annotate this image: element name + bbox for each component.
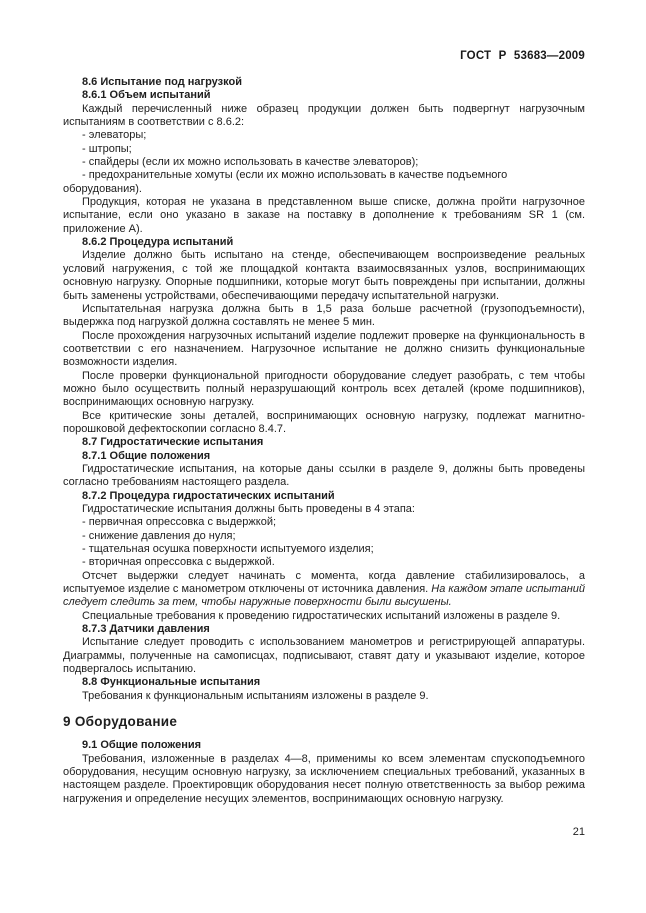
subsection-heading: 8.7.1 Общие положения xyxy=(82,449,211,462)
section-heading: 9 Оборудование xyxy=(63,714,178,730)
subsection-heading: 8.7.2 Процедура гидростатических испытаний xyxy=(82,489,335,502)
paragraph: Испытание следует проводить с использованием манометров и регистрирующей аппаратуры. Диаграммы, полученные на самописцах, подписывают, ставят дату и указывают изделие, которое подвергалось испытанию. xyxy=(63,636,585,676)
subsection-heading: 8.6.1 Объем испытаний xyxy=(82,89,211,102)
paragraph: Каждый перечисленный ниже образец продукции должен быть подвергнут нагрузочным испытаниям в соответствии с 8.6.2: xyxy=(63,102,585,129)
list-item: - вторичная опрессовка с выдержкой. xyxy=(82,556,275,569)
paragraph: Специальные требования к проведению гидростатических испытаний изложены в разделе 9. xyxy=(82,609,561,622)
subsection-heading: 8.8 Функциональные испытания xyxy=(82,676,261,689)
page-number: 21 xyxy=(572,826,585,838)
doc-number-header: ГОСТ Р 53683—2009 xyxy=(460,50,585,62)
subsection-heading: 8.6 Испытание под нагрузкой xyxy=(82,76,242,88)
paragraph: Продукция, которая не указана в представленном выше списке, должна пройти нагрузочное испытание, если оно указано в заказе на поставку в дополнение к требованиям SR 1 (см. приложение А). xyxy=(63,196,585,235)
paragraph-italic-segment: На каждом этапе испытаний следует следить за тем, чтобы наружные поверхности были высушены. xyxy=(63,583,585,609)
subsection-heading: 9.1 Общие положения xyxy=(82,739,202,752)
paragraph: Требования, изложенные в разделах 4—8, применимы ко всем элементам спускоподъемного оборудования, несущим основную нагрузку, за исключением специальных требований, указанных в настоящем разделе. Проектировщик оборудования несет полную ответственность за выбор режима нагружения и определение несущих элементов, воспринимающих основную нагрузку. xyxy=(63,752,585,805)
paragraph: Изделие должно быть испытано на стенде, обеспечивающем воспроизведение реальных условий нагружения, с той же площадкой контакта взаимосвязанных узлов, воспринимающих основную нагрузку. Опорные подшипники, которые могут быть повреждены при испытании, должны быть заменены устройствами, обеспечивающими передачу испытательной нагрузки. xyxy=(63,249,585,302)
list-item: - штропы; xyxy=(82,142,132,155)
paragraph xyxy=(63,570,585,610)
paragraph-segment: Отсчет выдержки следует начинать с момента, когда давление стабилизировалось, а испытуемое изделие с манометром отключены от источника давления. xyxy=(63,569,585,596)
document-body xyxy=(63,76,585,806)
subsection-heading: 8.7.3 Датчики давления xyxy=(82,623,210,636)
subsection-heading: 8.6.2 Процедура испытаний xyxy=(82,236,234,249)
list-item: - снижение давления до нуля; xyxy=(82,529,236,542)
paragraph: После проверки функциональной пригодности оборудование следует разобрать, с тем чтобы можно было осуществить полный неразрушающий контроль всех деталей (кроме подшипников), воспринимающих основную нагрузку. xyxy=(63,369,585,409)
paragraph: Гидростатические испытания должны быть проведены в 4 этапа: xyxy=(82,503,415,515)
paragraph: Испытательная нагрузка должна быть в 1,5 раза больше расчетной (грузоподъемности), выдержка под нагрузкой должна составлять не менее 5 мин. xyxy=(63,302,585,329)
paragraph: Требования к функциональным испытаниям изложены в разделе 9. xyxy=(82,689,429,702)
paragraph: После прохождения нагрузочных испытаний изделие подлежит проверке на функциональность в соответствии с его назначением. Нагрузочное испытание не должно снизить функциональные возможности изделия. xyxy=(63,329,585,369)
list-item: - первичная опрессовка с выдержкой; xyxy=(82,516,277,529)
list-item: - элеваторы; xyxy=(82,129,147,142)
list-item: - тщательная осушка поверхности испытуемого изделия; xyxy=(82,543,374,556)
list-item: - предохранительные хомуты (если их можно использовать в качестве подъемного оборудования). xyxy=(63,169,508,195)
list-item: - спайдеры (если их можно использовать в качестве элеваторов); xyxy=(82,156,419,169)
paragraph: Все критические зоны деталей, воспринимающих основную нагрузку, подлежат магнитно-порошковой дефектоскопии согласно 8.4.7. xyxy=(63,409,585,435)
subsection-heading: 8.7 Гидростатические испытания xyxy=(82,436,264,449)
paragraph: Гидростатические испытания, на которые даны ссылки в разделе 9, должны быть проведены согласно требованиям настоящего раздела. xyxy=(63,462,585,489)
